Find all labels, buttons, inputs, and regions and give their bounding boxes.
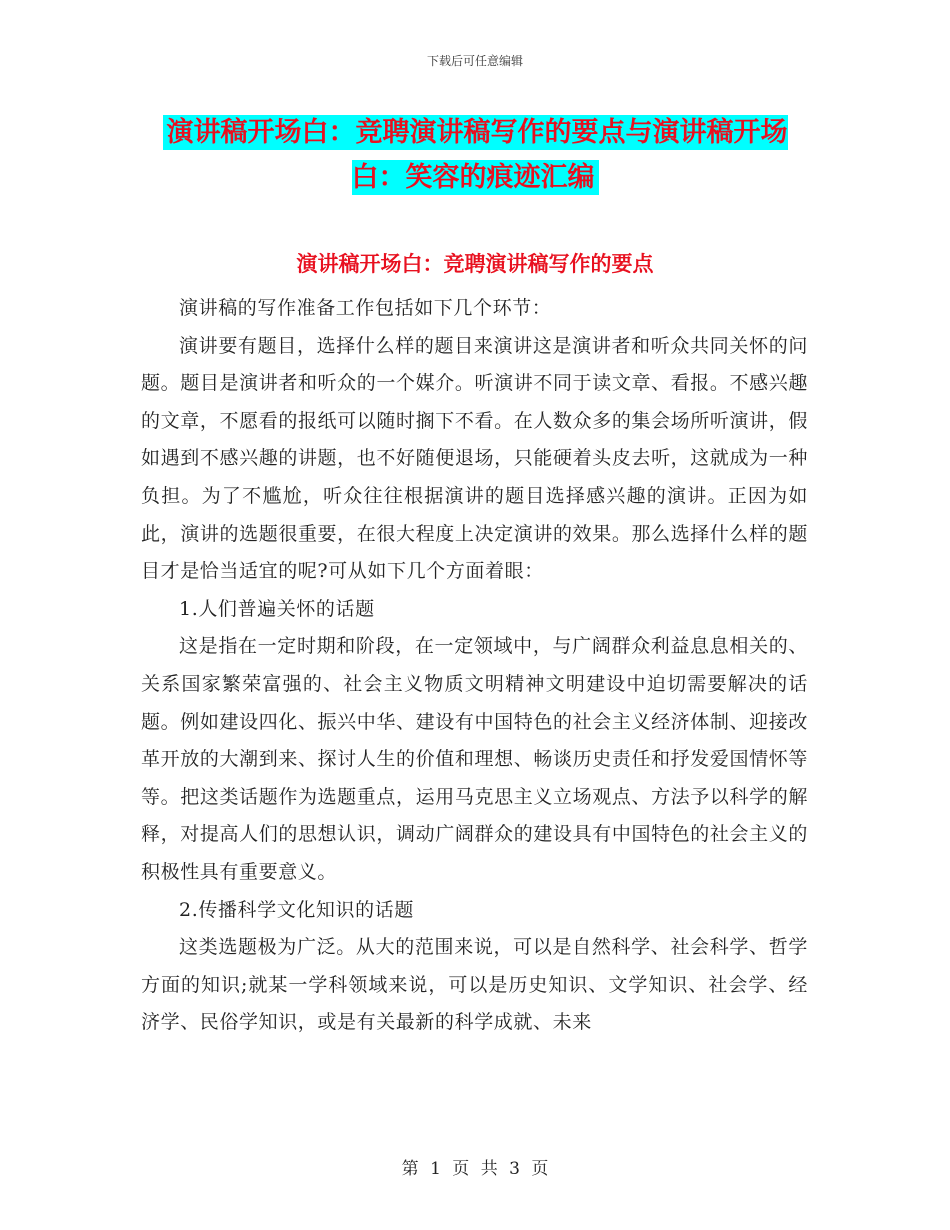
section-title: 演讲稿开场白：竞聘演讲稿写作的要点 — [296, 252, 654, 276]
document-title-text: 演讲稿开场白：竞聘演讲稿写作的要点与演讲稿开场白：笑容的痕迹汇编 — [163, 115, 788, 195]
list-heading: 1.人们普遍关怀的话题 — [179, 597, 375, 620]
paragraph: 演讲稿的写作准备工作包括如下几个环节： — [179, 297, 552, 319]
document-title — [140, 110, 810, 200]
list-heading: 2.传播科学文化知识的话题 — [179, 898, 414, 921]
page-footer: 第 1 页 共 3 页 — [401, 1159, 549, 1179]
paragraph: 这类选题极为广泛。从大的范围来说，可以是自然科学、社会科学、哲学方面的知识;就某一学科领域来说，可以是历史知识、文学知识、社会学、经济学、民俗学知识，或是有关最新的科学成就、未来 — [141, 936, 808, 1034]
paragraph: 这是指在一定时期和阶段，在一定领域中，与广阔群众利益息息相关的、关系国家繁荣富强的、社会主义物质文明精神文明建设中迫切需要解决的话题。例如建设四化、振兴中华、建设有中国特色的社会主义经济体制、迎接改革开放的大潮到来、探讨人生的价值和理想、畅谈历史责任和抒发爱国情怀等等。把这类话题作为选题重点，运用马克思主义立场观点、方法予以科学的解释，对提高人们的思想认识，调动广阔群众的建设具有中国特色的社会主义的积极性具有重要意义。 — [141, 635, 808, 883]
body-text — [141, 290, 808, 1042]
header-note: 下载后可任意编辑 — [426, 54, 523, 68]
paragraph: 演讲要有题目，选择什么样的题目来演讲这是演讲者和听众共同关怀的问题。题目是演讲者和听众的一个媒介。听演讲不同于读文章、看报。不感兴趣的文章，不愿看的报纸可以随时搁下不看。在人数众多的集会场所听演讲，假如遇到不感兴趣的讲题，也不好随便退场，只能硬着头皮去听，这就成为一种负担。为了不尴尬，听众往往根据演讲的题目选择感兴趣的演讲。正因为如此，演讲的选题很重要，在很大程度上决定演讲的效果。那么选择什么样的题目才是恰当适宜的呢?可从如下几个方面着眼： — [141, 334, 808, 583]
